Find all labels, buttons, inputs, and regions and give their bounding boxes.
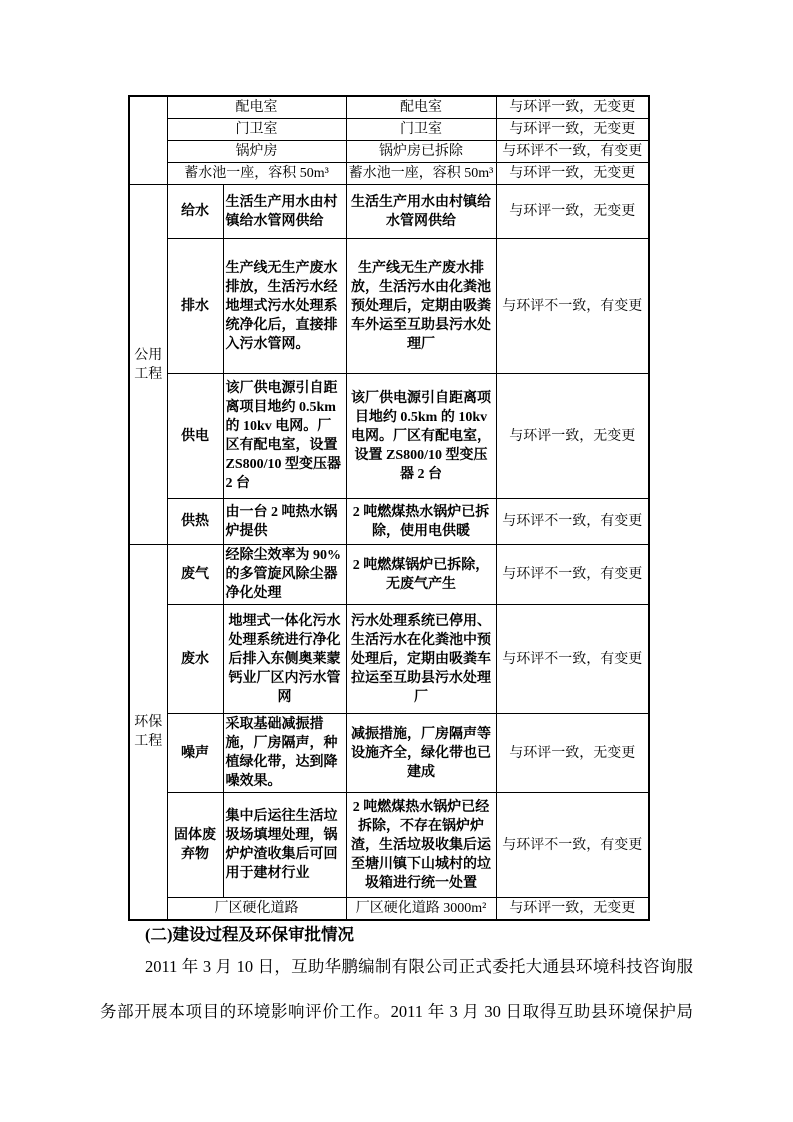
- table-row: [129, 239, 649, 374]
- table-row: [129, 898, 649, 921]
- cell-actual: 锅炉房已拆除: [346, 141, 496, 163]
- cell-planned: 由一台 2 吨热水锅炉提供: [223, 499, 346, 545]
- cell-planned: 锅炉房: [167, 141, 346, 163]
- table-row: [129, 545, 649, 605]
- cell-category: 给水: [167, 185, 223, 239]
- table-row: [129, 163, 649, 185]
- cell-conclusion: 与环评不一致，有变更: [496, 239, 649, 374]
- cell-category: 固体废弃物: [167, 793, 223, 898]
- cell-actual: 2 吨燃煤热水锅炉已拆除，使用电供暖: [346, 499, 496, 545]
- cell-actual: 污水处理系统已停用、生活污水在化粪池中预处理后，定期由吸粪车拉运至互助县污水处理厂: [346, 605, 496, 714]
- cell-planned: 生产线无生产废水排放，生活污水经地埋式污水处理系统净化后，直接排入污水管网。: [223, 239, 346, 374]
- cell-actual: 2 吨燃煤热水锅炉已经拆除，不存在锅炉炉渣，生活垃圾收集后运至塘川镇下山城村的垃圾箱进行统一处置: [346, 793, 496, 898]
- cell-planned: 地埋式一体化污水处理系统进行净化后排入东侧奥莱蒙钙业厂区内污水管网: [223, 605, 346, 714]
- cell-planned: 生活生产用水由村镇给水管网供给: [223, 185, 346, 239]
- table-row: [129, 374, 649, 499]
- cell-category: 废水: [167, 605, 223, 714]
- cell-planned: 该厂供电源引自距离项目地约 0.5km 的 10kv 电网。厂区有配电室，设置 ZS800/10 型变压器 2 台: [223, 374, 346, 499]
- cell-planned: 门卫室: [167, 119, 346, 141]
- cell-category: 供热: [167, 499, 223, 545]
- cell-conclusion: 与环评不一致，有变更: [496, 545, 649, 605]
- table-row: [129, 96, 649, 119]
- cell-planned: 厂区硬化道路: [167, 898, 346, 921]
- cell-group-utilities: 公用工程: [129, 185, 167, 545]
- table-row: [129, 499, 649, 545]
- cell-category: 供电: [167, 374, 223, 499]
- table-row: [129, 119, 649, 141]
- cell-conclusion: 与环评不一致，有变更: [496, 605, 649, 714]
- table-row: [129, 793, 649, 898]
- cell-conclusion: 与环评不一致，有变更: [496, 793, 649, 898]
- cell-actual: 生活生产用水由村镇给水管网供给: [346, 185, 496, 239]
- cell-conclusion: 与环评一致，无变更: [496, 898, 649, 921]
- cell-actual: 该厂供电源引自距离项目地约 0.5km 的 10kv 电网。厂区有配电室，设置 ZS800/10 型变压器 2 台: [346, 374, 496, 499]
- table-row: [129, 141, 649, 163]
- cell-actual: 生产线无生产废水排放，生活污水由化粪池预处理后，定期由吸粪车外运至互助县污水处理厂: [346, 239, 496, 374]
- cell-planned: 采取基础减振措施，厂房隔声，种植绿化带，达到降噪效果。: [223, 714, 346, 793]
- cell-conclusion: 与环评一致，无变更: [496, 119, 649, 141]
- cell-conclusion: 与环评不一致，有变更: [496, 499, 649, 545]
- table-row: [129, 605, 649, 714]
- cell-conclusion: 与环评不一致，有变更: [496, 141, 649, 163]
- cell-category: 排水: [167, 239, 223, 374]
- cell-conclusion: 与环评一致，无变更: [496, 163, 649, 185]
- cell-actual: 2 吨燃煤锅炉已拆除，无废气产生: [346, 545, 496, 605]
- cell-category: 废气: [167, 545, 223, 605]
- cell-planned: 配电室: [167, 96, 346, 119]
- comparison-table: [128, 95, 650, 921]
- cell-group-empty: [129, 96, 167, 185]
- cell-actual: 配电室: [346, 96, 496, 119]
- cell-planned: 蓄水池一座，容积 50m³: [167, 163, 346, 185]
- cell-conclusion: 与环评一致，无变更: [496, 714, 649, 793]
- section-heading: (二)建设过程及环保审批情况: [145, 925, 354, 944]
- cell-actual: 减振措施，厂房隔声等设施齐全，绿化带也已建成: [346, 714, 496, 793]
- cell-planned: 集中后运往生活垃圾场填埋处理，锅炉炉渣收集后可回用于建材行业: [223, 793, 346, 898]
- paragraph-line: 2011 年 3 月 10 日，互助华鹏编制有限公司正式委托大通县环境科技咨询服: [145, 957, 693, 976]
- paragraph-line: 务部开展本项目的环境影响评价工作。2011 年 3 月 30 日取得互助县环境保护局: [100, 1002, 693, 1021]
- table-row: [129, 714, 649, 793]
- cell-conclusion: 与环评一致，无变更: [496, 185, 649, 239]
- cell-group-environment: 环保工程: [129, 545, 167, 921]
- cell-actual: 蓄水池一座，容积 50m³: [346, 163, 496, 185]
- cell-conclusion: 与环评一致，无变更: [496, 374, 649, 499]
- cell-conclusion: 与环评一致，无变更: [496, 96, 649, 119]
- cell-category: 噪声: [167, 714, 223, 793]
- table-row: [129, 185, 649, 239]
- cell-planned: 经除尘效率为 90%的多管旋风除尘器净化处理: [223, 545, 346, 605]
- cell-actual: 门卫室: [346, 119, 496, 141]
- cell-actual: 厂区硬化道路 3000m²: [346, 898, 496, 921]
